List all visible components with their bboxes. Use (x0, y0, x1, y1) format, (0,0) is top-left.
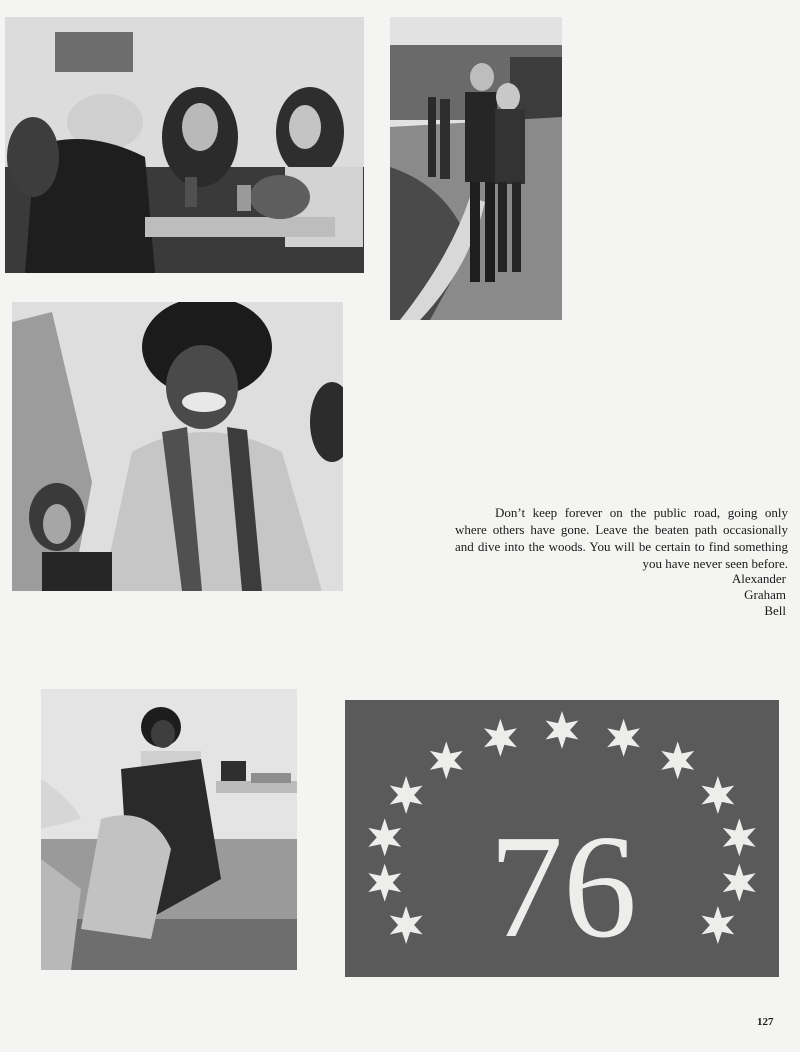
lounge-photo-art (41, 689, 297, 970)
cafeteria-photo-art (5, 17, 364, 273)
photo-walkway (390, 17, 562, 320)
walkway-photo-art (390, 17, 562, 320)
portrait-photo-art (12, 302, 343, 591)
attribution-line-last: Bell (764, 603, 786, 618)
photo-smiling-student (12, 302, 343, 591)
quote-text: Don’t keep forever on the public road, going only where others have gone. Leave the beaten path occasionally and dive into the woods. You will be certain to find something you have never seen before. (455, 505, 788, 571)
photo-bicentennial-flag (345, 700, 779, 977)
flag-art (345, 700, 779, 977)
flag-number: 76 (489, 805, 637, 969)
attribution-line-middle: Graham (744, 587, 786, 602)
photo-cafeteria-table (5, 17, 364, 273)
photo-lounge-booth (41, 689, 297, 970)
attribution-line-first: Alexander (731, 571, 786, 586)
page-number: 127 (757, 1016, 774, 1028)
quote-attribution (732, 571, 786, 619)
